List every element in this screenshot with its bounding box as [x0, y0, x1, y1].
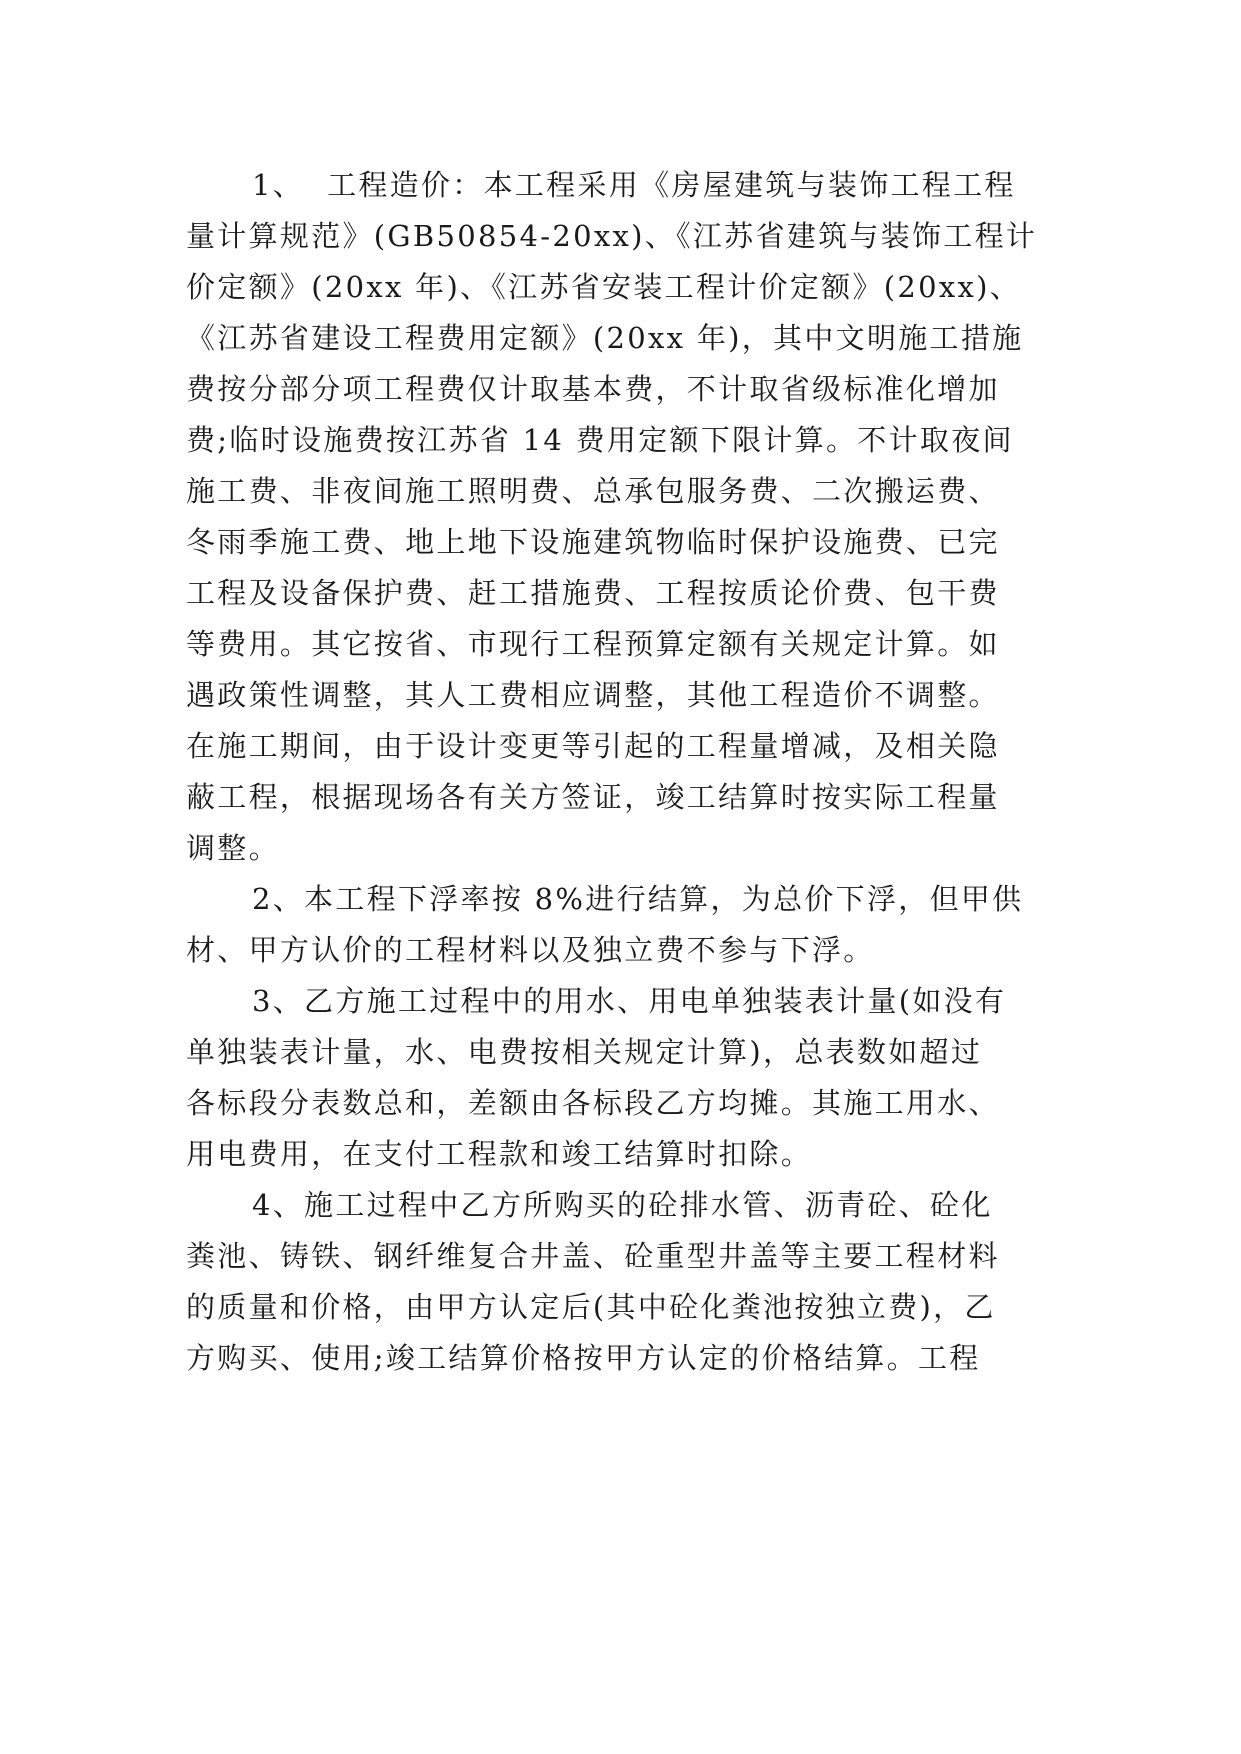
paragraph-line: 《江苏省建设工程费用定额》(20xx 年)，其中文明施工措施 [186, 321, 1024, 355]
paragraph-2 [186, 874, 1056, 976]
paragraph-line: 费按分部分项工程费仅计取基本费，不计取省级标准化增加 [186, 372, 1000, 406]
paragraph-line: 等费用。其它按省、市现行工程预算定额有关规定计算。如 [186, 627, 1000, 661]
paragraph-line: 在施工期间，由于设计变更等引起的工程量增减，及相关隐 [186, 729, 1000, 763]
paragraph-line: 粪池、铸铁、钢纤维复合井盖、砼重型井盖等主要工程材料 [186, 1239, 1000, 1273]
paragraph-line: 蔽工程，根据现场各有关方签证，竣工结算时按实际工程量 [186, 780, 1000, 814]
paragraph-line: 施工费、非夜间施工照明费、总承包服务费、二次搬运费、 [186, 474, 1000, 508]
paragraph-line: 的质量和价格，由甲方认定后(其中砼化粪池按独立费)，乙 [186, 1290, 996, 1324]
paragraph-line: 用电费用，在支付工程款和竣工结算时扣除。 [186, 1137, 813, 1171]
paragraph-line: 方购买、使用;竣工结算价格按甲方认定的价格结算。工程 [186, 1341, 981, 1375]
paragraph-line: 调整。 [186, 831, 280, 865]
paragraph-line: 1、 工程造价：本工程采用《房屋建筑与装饰工程工程 [252, 168, 1016, 202]
paragraph-line: 2、本工程下浮率按 8%进行结算，为总价下浮，但甲供 [252, 882, 1024, 916]
paragraph-1 [186, 160, 1056, 874]
paragraph-line: 材、甲方认价的工程材料以及独立费不参与下浮。 [186, 933, 875, 967]
paragraph-line: 遇政策性调整，其人工费相应调整，其他工程造价不调整。 [186, 678, 1000, 712]
paragraph-line: 价定额》(20xx 年)、《江苏省安装工程计价定额》(20xx)、 [186, 270, 1022, 304]
document-body [186, 160, 1056, 1384]
paragraph-3 [186, 976, 1056, 1180]
paragraph-line: 费;临时设施费按江苏省 14 费用定额下限计算。不计取夜间 [186, 423, 1014, 457]
paragraph-line: 工程及设备保护费、赶工措施费、工程按质论价费、包干费 [186, 576, 1000, 610]
paragraph-line: 3、乙方施工过程中的用水、用电单独装表计量(如没有 [252, 984, 1007, 1018]
paragraph-line: 单独装表计量，水、电费按相关规定计算)，总表数如超过 [186, 1035, 983, 1069]
paragraph-4 [186, 1180, 1056, 1384]
paragraph-line: 4、施工过程中乙方所购买的砼排水管、沥青砼、砼化 [252, 1188, 993, 1222]
paragraph-line: 量计算规范》(GB50854-20xx)、《江苏省建筑与装饰工程计 [186, 219, 1038, 253]
paragraph-line: 冬雨季施工费、地上地下设施建筑物临时保护设施费、已完 [186, 525, 1000, 559]
paragraph-line: 各标段分表数总和，差额由各标段乙方均摊。其施工用水、 [186, 1086, 1000, 1120]
